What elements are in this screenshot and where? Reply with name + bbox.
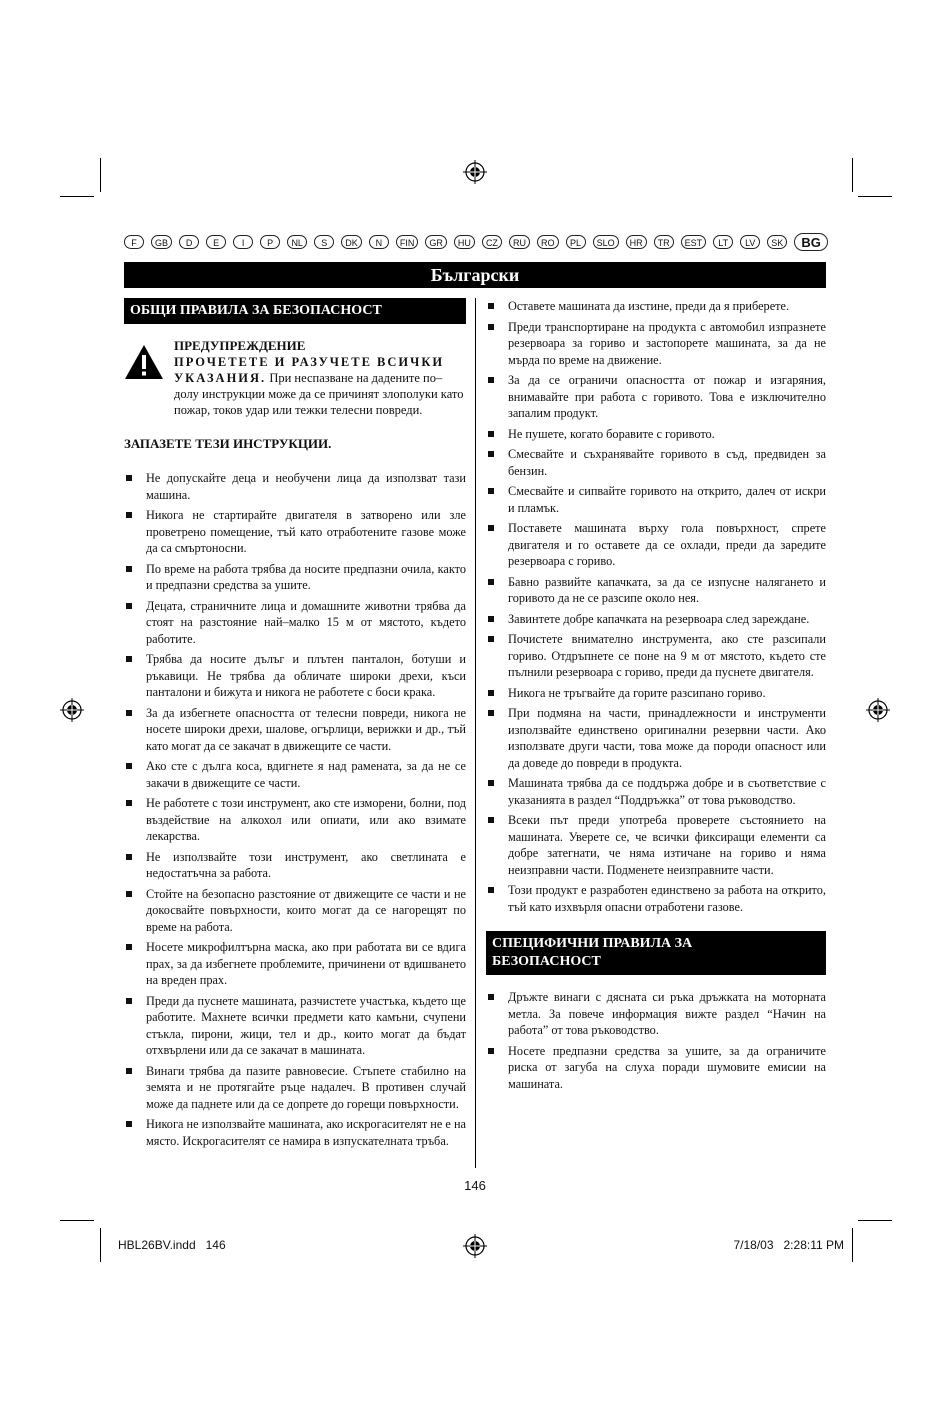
list-item bbox=[124, 651, 466, 701]
list-item-text: Ако сте с дълга коса, вдигнете я над рамената, за да не се закачи в движещите се части. bbox=[146, 759, 466, 790]
rules-list-right bbox=[486, 298, 826, 915]
bullet-icon bbox=[126, 512, 132, 518]
language-tab-cz[interactable]: CZ bbox=[482, 235, 502, 249]
list-item-text: Този продукт е разработен единствено за работа на открито, тъй като изхвърля опасни отработени газове. bbox=[508, 883, 826, 914]
bullet-icon bbox=[126, 656, 132, 662]
list-item bbox=[486, 372, 826, 422]
list-item bbox=[486, 446, 826, 479]
language-tab-n[interactable]: N bbox=[369, 235, 389, 249]
list-item-text: За да избегнете опасността от телесни повреди, никога не носете широки дрехи, шалове, огърлици, верижки и др., тъй като могат да се закачат в движещите се части. bbox=[146, 705, 466, 753]
language-tab-est[interactable]: EST bbox=[681, 235, 707, 249]
language-tab-hr[interactable]: HR bbox=[626, 235, 647, 249]
language-tab-e[interactable]: E bbox=[206, 235, 226, 249]
crop-mark-top-right-h bbox=[858, 196, 892, 197]
list-item bbox=[124, 993, 466, 1059]
list-item bbox=[486, 812, 826, 878]
crop-mark-bottom-right-h bbox=[858, 1220, 892, 1221]
list-item-text: Преди транспортиране на продукта с автомобил изпразнете резервоара за гориво и застопорете машината, за да не мърда по време на движение. bbox=[508, 319, 826, 367]
rules-list-left bbox=[124, 470, 466, 1149]
bullet-icon bbox=[488, 488, 494, 494]
language-tab-slo[interactable]: SLO bbox=[593, 235, 619, 249]
crop-mark-bottom-left-v bbox=[100, 1228, 101, 1262]
bullet-icon bbox=[488, 1048, 494, 1054]
bullet-icon bbox=[488, 817, 494, 823]
list-item bbox=[486, 574, 826, 607]
language-tab-pl[interactable]: PL bbox=[566, 235, 586, 249]
bullet-icon bbox=[488, 303, 494, 309]
list-item bbox=[486, 775, 826, 808]
language-tab-hu[interactable]: HU bbox=[454, 235, 475, 249]
language-tab-ro[interactable]: RO bbox=[537, 235, 559, 249]
list-item-text: За да се ограничи опасността от пожар и изгаряния, внимавайте при работа с горивото. Това е изключително запалим продукт. bbox=[508, 373, 826, 420]
list-item-text: Смесвайте и сипвайте горивото на открито, далеч от искри и пламък. bbox=[508, 484, 826, 515]
bullet-icon bbox=[126, 944, 132, 950]
language-tab-p[interactable]: P bbox=[260, 235, 280, 249]
list-item-text: Смесвайте и съхранявайте горивото в съд, предвиден за бензин. bbox=[508, 447, 826, 478]
list-item bbox=[124, 1116, 466, 1149]
list-item bbox=[124, 795, 466, 845]
list-item-text: Не пушете, когато боравите с горивото. bbox=[508, 426, 715, 441]
language-tab-ru[interactable]: RU bbox=[509, 235, 530, 249]
warning-text bbox=[174, 338, 466, 418]
crop-mark-top-right-v bbox=[852, 158, 853, 192]
list-item bbox=[124, 939, 466, 989]
bullet-icon bbox=[488, 377, 494, 383]
language-tab-d[interactable]: D bbox=[179, 235, 199, 249]
bullet-icon bbox=[126, 800, 132, 806]
bullet-icon bbox=[488, 710, 494, 716]
list-item-text: Оставете машината да изстине, преди да я приберете. bbox=[508, 299, 790, 313]
language-tab-nl[interactable]: NL bbox=[287, 235, 307, 249]
language-tab-fin[interactable]: FIN bbox=[396, 235, 419, 249]
left-column bbox=[124, 298, 466, 1153]
list-item bbox=[486, 483, 826, 516]
bullet-icon bbox=[488, 324, 494, 330]
list-item-text: Винаги трябва да пазите равновесие. Стъпете стабилно на земята и не протягайте ръце надалеч. В противен случай може да паднете или да се допрете до горещи повърхности. bbox=[146, 1063, 466, 1111]
list-item bbox=[124, 849, 466, 882]
list-item bbox=[486, 705, 826, 771]
list-item-text: Бавно развийте капачката, за да се изпусне налягането и горивото да не се разсипе около нея. bbox=[508, 574, 826, 605]
bullet-icon bbox=[126, 475, 132, 481]
list-item-text: Почистете внимателно инструмента, ако сте разсипали гориво. Отдръпнете се поне на 9 м от мястото, където сте пълнили резервоара с гориво, преди да пуснете двигателя. bbox=[508, 632, 826, 679]
language-title: Български bbox=[124, 262, 826, 288]
list-item bbox=[124, 561, 466, 594]
list-item bbox=[486, 520, 826, 570]
bullet-icon bbox=[488, 431, 494, 437]
crop-mark-top-left-v bbox=[100, 158, 101, 192]
list-item bbox=[486, 426, 826, 443]
warning-caps: ПРОЧЕТЕТЕ И РАЗУЧЕТЕ ВСИЧКИ УКАЗАНИЯ. bbox=[174, 355, 445, 385]
page-number: 146 bbox=[464, 1178, 486, 1193]
list-item-text: Не използвайте този инструмент, ако светлината е недостатъчна за работа. bbox=[146, 849, 466, 880]
bullet-icon bbox=[126, 1068, 132, 1074]
footer-file: HBL26BV.indd 146 bbox=[118, 1238, 226, 1252]
list-item-text: Никога не стартирайте двигателя в затворено или зле проветрено помещение, тъй като отработените газове може да са смъртоносни. bbox=[146, 508, 466, 555]
list-item bbox=[486, 298, 826, 315]
warning-triangle-icon bbox=[124, 338, 164, 418]
column-divider bbox=[475, 298, 476, 1168]
language-tab-lv[interactable]: LV bbox=[740, 235, 760, 249]
bullet-icon bbox=[488, 780, 494, 786]
list-item-text: Поставете машината върху гола повърхност, спрете двигателя и го оставете да се охлади, преди да заредите резервоара с гориво. bbox=[508, 521, 826, 568]
list-item bbox=[486, 319, 826, 369]
list-item-text: Носете микрофилтърна маска, ако при работата ви се вдига прах, за да избегнете проблемите, причинени от вдишването на вреден прах. bbox=[146, 940, 466, 987]
crop-mark-top-left-h bbox=[60, 196, 94, 197]
list-item-text: Никога не използвайте машината, ако искрогасителят не е на място. Искрогасителят се намира в изпускателната тръба. bbox=[146, 1117, 466, 1148]
list-item-text: Трябва да носите дълъг и плътен панталон, ботуши и ръкавици. Не трябва да обличате широки дрехи, къси панталони и бижута и никога не работете с боси крака. bbox=[146, 652, 466, 699]
registration-mark-icon bbox=[60, 698, 84, 722]
bullet-icon bbox=[126, 566, 132, 572]
language-tab-sk[interactable]: SK bbox=[767, 235, 787, 249]
list-item bbox=[124, 598, 466, 648]
language-tab-dk[interactable]: DK bbox=[341, 235, 362, 249]
list-item-text: Стойте на безопасно разстояние от движещите се части и не докосвайте повърхности, които могат да се нагорещят по време на работа. bbox=[146, 886, 466, 934]
list-item-text: Завинтете добре капачката на резервоара след зареждане. bbox=[508, 611, 810, 626]
section-heading-specific-line1: СПЕЦИФИЧНИ ПРАВИЛА ЗА bbox=[492, 936, 693, 951]
list-item-text: Машината трябва да се поддържа добре и в съответствие с указанията в раздел “Поддръжка” от това ръководство. bbox=[508, 776, 826, 807]
bullet-icon bbox=[488, 616, 494, 622]
list-item bbox=[124, 470, 466, 503]
list-item-text: Децата, страничните лица и домашните животни трябва да стоят на разстояние най–малко 15 м от мястото, където работите. bbox=[146, 598, 466, 646]
warning-block bbox=[124, 338, 466, 418]
right-column bbox=[486, 298, 826, 1096]
bullet-icon bbox=[126, 1121, 132, 1127]
section-heading-specific bbox=[486, 931, 826, 975]
list-item-text: Преди да пуснете машината, разчистете участъка, където ще работите. Махнете всички предмети като камъни, счупени стъкла, пирони, жици, тел и др., които могат да бъдат отхвърлени или да се закачат в машината. bbox=[146, 993, 466, 1057]
warning-body: При неспазване на дадените по–долу инструкции може да се причинят злополуки като пожар, токов удар или тежки телесни повреди. bbox=[174, 371, 464, 417]
bullet-icon bbox=[126, 891, 132, 897]
list-item bbox=[486, 882, 826, 915]
list-item bbox=[124, 507, 466, 557]
bullet-icon bbox=[488, 579, 494, 585]
language-tab-gb[interactable]: GB bbox=[151, 235, 172, 249]
list-item-text: Никога не тръгвайте да горите разсипано гориво. bbox=[508, 685, 766, 700]
list-item bbox=[124, 758, 466, 791]
bullet-icon bbox=[488, 636, 494, 642]
bullet-icon bbox=[126, 854, 132, 860]
language-tab-f[interactable]: F bbox=[124, 235, 144, 249]
registration-mark-icon bbox=[463, 1234, 487, 1258]
language-tab-lt[interactable]: LT bbox=[713, 235, 733, 249]
list-item bbox=[486, 611, 826, 628]
registration-mark-icon bbox=[463, 160, 487, 184]
bullet-icon bbox=[126, 603, 132, 609]
list-item-text: По време на работа трябва да носите предпазни очила, както и предпазни средства за ушите. bbox=[146, 561, 466, 592]
section-heading-specific-line2: БЕЗОПАСНОСТ bbox=[492, 954, 601, 969]
bullet-icon bbox=[488, 451, 494, 457]
language-tab-gr[interactable]: GR bbox=[425, 235, 447, 249]
language-tab-s[interactable]: S bbox=[314, 235, 334, 249]
list-item-text: Дръжте винаги с дясната си ръка дръжката на моторната метла. За повече информация вижте раздел “Начин на работа” от това ръководство. bbox=[508, 990, 826, 1037]
warning-title: ПРЕДУПРЕЖДЕНИЕ bbox=[174, 338, 306, 353]
crop-mark-bottom-right-v bbox=[852, 1228, 853, 1262]
bullet-icon bbox=[488, 525, 494, 531]
bullet-icon bbox=[126, 998, 132, 1004]
footer-timestamp: 7/18/03 2:28:11 PM bbox=[733, 1238, 844, 1252]
list-item bbox=[124, 886, 466, 936]
rules-list-specific bbox=[486, 989, 826, 1092]
crop-mark-bottom-left-h bbox=[60, 1220, 94, 1221]
list-item-text: Всеки път преди употреба проверете състоянието на машината. Уверете се, че всички фиксиращи елементи са добре затегнати, че няма изтичане на гориво и няма неизправни части. Подменете неизправните части. bbox=[508, 813, 826, 877]
bullet-icon bbox=[488, 690, 494, 696]
list-item bbox=[486, 685, 826, 702]
list-item-text: Не работете с този инструмент, ако сте изморени, болни, под въздействие на алкохол или опиати, или ако взимате лекарства. bbox=[146, 796, 466, 843]
bullet-icon bbox=[126, 763, 132, 769]
list-item bbox=[486, 989, 826, 1039]
list-item bbox=[124, 1063, 466, 1113]
list-item-text: При подмяна на части, принадлежности и инструменти използвайте единствено оригинални резервни части. Ако използвате други части, това може да породи опасност или да доведе до повреди в продукта. bbox=[508, 706, 826, 770]
bullet-icon bbox=[488, 887, 494, 893]
keep-instructions: ЗАПАЗЕТЕ ТЕЗИ ИНСТРУКЦИИ. bbox=[124, 436, 332, 451]
language-bar bbox=[124, 232, 828, 252]
bullet-icon bbox=[488, 994, 494, 1000]
list-item bbox=[124, 705, 466, 755]
language-tab-tr[interactable]: TR bbox=[654, 235, 674, 249]
bullet-icon bbox=[126, 710, 132, 716]
list-item bbox=[486, 631, 826, 681]
section-heading-general: ОБЩИ ПРАВИЛА ЗА БЕЗОПАСНОСТ bbox=[124, 298, 466, 324]
registration-mark-icon bbox=[866, 698, 890, 722]
list-item-text: Не допускайте деца и необучени лица да използват тази машина. bbox=[146, 471, 466, 502]
list-item-text: Носете предпазни средства за ушите, за да ограничите риска от загуба на слуха поради шумовите емисии на машината. bbox=[508, 1043, 826, 1091]
list-item bbox=[486, 1043, 826, 1093]
language-tab-bg[interactable]: BG bbox=[794, 233, 828, 251]
language-tab-i[interactable]: I bbox=[233, 235, 253, 249]
